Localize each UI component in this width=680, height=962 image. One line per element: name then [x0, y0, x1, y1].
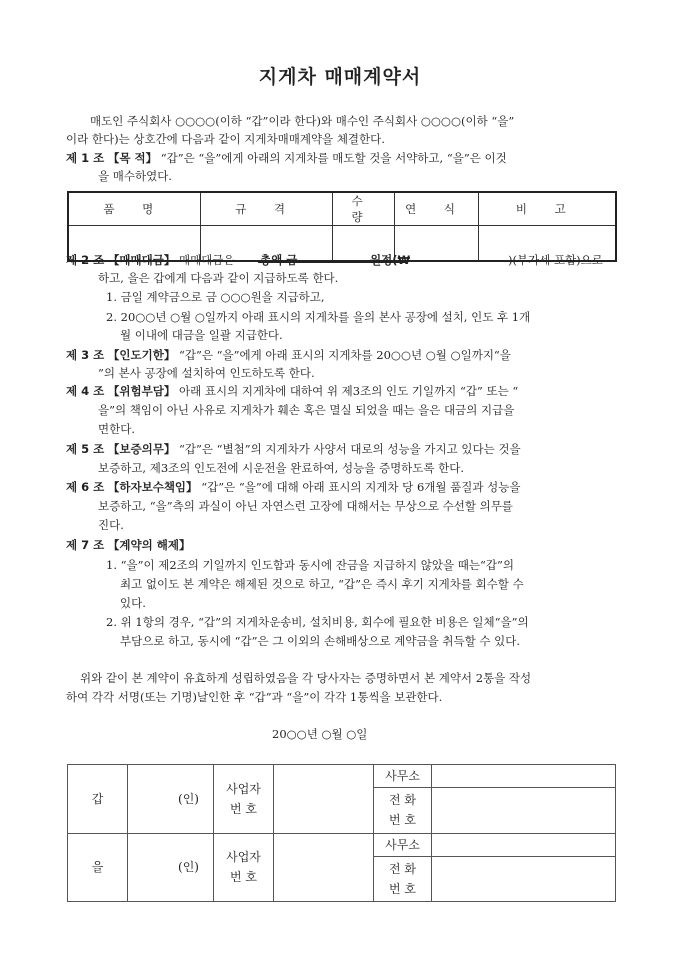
- article-1-number: 제 1 조: [66, 151, 105, 165]
- party-a-office-value[interactable]: [432, 765, 616, 788]
- article-2-item-2-line-1: 2. 20○○년 ○월 ○일까지 아래 표시의 지게차를 을의 본사 공장에 설치, 인도 후 1개: [106, 310, 531, 324]
- party-b-phone-label-1: 전 화: [389, 861, 416, 876]
- amount-underline[interactable]: [258, 262, 408, 263]
- signature-table: [67, 764, 616, 902]
- article-2-heading-prefix: [66, 252, 235, 268]
- party-a-seal[interactable]: (인): [128, 765, 214, 834]
- party-b-phone-label: [374, 856, 432, 902]
- article-4-line-2: 을”의 책임이 아닌 사유로 지게차가 훼손 혹은 멸실 되었을 때는 을은 대금의 지급을: [98, 403, 515, 417]
- article-5-text: “갑”은 “별첨”의 지게차가 사양서 대로의 성능을 가지고 있다는 것을: [178, 442, 521, 456]
- spec-table-header-row: [68, 192, 616, 226]
- intro-line-1: 매도인 주식회사 ○○○○(이하 “갑”이라 한다)와 매수인 주식회사 ○○○○(이하 “을”: [90, 114, 515, 128]
- article-7-item-2-line-1: 2. 위 1항의 경우, “갑”의 지게차운송비, 설치비용, 회수에 필요한 비용은 일체“을”의: [106, 615, 529, 629]
- article-3-number: 제 3 조: [66, 348, 105, 362]
- article-3-line-1: [66, 347, 511, 363]
- closing-line-2: 하여 각각 서명(또는 기명)날인한 후 “갑”과 “을”이 각각 1통씩을 보관한다.: [66, 690, 443, 704]
- article-7-item-1-line-1: 1. “을”이 제2조의 기일까지 인도함과 동시에 잔금을 지급하지 않았을 때는“갑”의: [106, 558, 514, 572]
- party-b-biz-no-value[interactable]: [274, 833, 374, 902]
- party-a-phone-label-1: 전 화: [389, 793, 416, 808]
- article-2-item-2-line-2: 월 이내에 대금을 일괄 지급한다.: [120, 328, 283, 342]
- article-6-heading: 【하자보수책임】: [107, 480, 198, 494]
- party-b-label: 을: [68, 833, 128, 902]
- spec-header-year: 연 식: [394, 192, 478, 226]
- party-b-phone-label-2: 번 호: [389, 881, 416, 896]
- contract-date: 20○○년 ○월 ○일: [272, 727, 368, 741]
- article-3-heading: 【인도기한】: [107, 348, 176, 362]
- article-5-line-2: 보증하고, 제3조의 인도전에 시운전을 완료하여, 성능을 증명하도록 한다.: [98, 461, 465, 475]
- spec-header-spec: 규 격: [200, 192, 332, 226]
- article-1-heading: 【목 적】: [107, 151, 158, 165]
- spec-header-quantity: 수 량: [332, 192, 394, 226]
- article-1-line-2: 을 매수하였다.: [98, 169, 172, 183]
- article-5-number: 제 5 조: [66, 442, 105, 456]
- article-6-text: “갑”은 “을”에 대해 아래 표시의 지게차 당 6개월 품질과 성능을: [201, 480, 521, 494]
- closing-line-1: 위와 같이 본 계약이 유효하게 성립하였음을 각 당사자는 증명하면서 본 계약서 2통을 작성: [80, 671, 532, 685]
- signature-row-a-1: [68, 765, 616, 788]
- article-6-line-2: 보증하고, “을”측의 과실이 아닌 자연스런 고장에 대해서는 무상으로 수선할 의무를: [98, 499, 513, 513]
- article-6-line-1: [66, 479, 520, 495]
- party-a-biz-no-value[interactable]: [274, 765, 374, 834]
- party-b-biz-no-label-1: 사업자: [226, 850, 261, 865]
- article-5-line-1: [66, 441, 521, 457]
- party-a-biz-no-label-1: 사업자: [226, 781, 261, 796]
- article-7-heading: 【계약의 해제】: [107, 538, 191, 552]
- article-4-line-3: 면한다.: [98, 422, 135, 436]
- party-b-phone-value[interactable]: [432, 856, 616, 902]
- article-7-item-2-line-2: 부담으로 하고, 동시에 “갑”은 그 이외의 손해배상으로 계약금을 취득할 수 있다.: [120, 634, 520, 648]
- spec-header-name: 품 명: [68, 192, 200, 226]
- party-a-phone-value[interactable]: [432, 788, 616, 834]
- spec-header-remarks: 비 고: [478, 192, 616, 226]
- party-a-biz-no-label-2: 번 호: [230, 801, 257, 816]
- total-amount-label: 총액 금: [260, 253, 298, 267]
- party-a-office-label: 사무소: [374, 765, 432, 788]
- article-6-line-3: 진다.: [98, 518, 124, 532]
- article-6-number: 제 6 조: [66, 480, 105, 494]
- article-3-text: “갑”은 “을”에게 아래 표시의 지게차를 20○○년 ○월 ○일까지“을: [178, 348, 511, 362]
- vat-included-text: )(부가세 포함)으로: [508, 253, 603, 267]
- document-title: 지게차 매매계약서: [258, 66, 422, 88]
- article-7-line-1: [66, 537, 190, 553]
- article-4-line-1: [66, 383, 518, 399]
- article-5-heading: 【보증의무】: [107, 442, 176, 456]
- party-a-label: 갑: [68, 765, 128, 834]
- article-1-line-1: [66, 150, 507, 166]
- article-2-text: 매매대금은: [178, 253, 235, 267]
- amount-unit-label: 원정(₩: [370, 253, 411, 267]
- article-3-line-2: ”의 본사 공장에 설치하여 인도하도록 한다.: [98, 366, 315, 380]
- article-2-item-1: 1. 금일 계약금으로 금 ○○○원을 지급하고,: [106, 290, 325, 304]
- article-2-heading: 【매매대금】: [107, 253, 176, 267]
- intro-line-2: 이라 한다)는 상호간에 다음과 같이 지게차매매계약을 체결한다.: [66, 132, 385, 146]
- article-2-number: 제 2 조: [66, 253, 105, 267]
- article-4-text: 아래 표시의 지게차에 대하여 위 제3조의 인도 기일까지 “갑” 또는 “: [178, 384, 519, 398]
- article-7-item-1-line-3: 있다.: [120, 596, 146, 610]
- party-a-phone-label-2: 번 호: [389, 813, 416, 828]
- article-4-heading: 【위험부담】: [107, 384, 176, 398]
- article-7-number: 제 7 조: [66, 538, 105, 552]
- party-b-office-value[interactable]: [432, 833, 616, 856]
- article-2-line-2: 하고, 을은 갑에게 다음과 같이 지급하도록 한다.: [98, 271, 339, 285]
- party-a-phone-label: [374, 788, 432, 834]
- article-1-text: “갑”은 “을”에게 아래의 지게차를 매도할 것을 서약하고, “을”은 이것: [160, 151, 507, 165]
- article-7-item-1-line-2: 최고 없이도 본 계약은 해제된 것으로 하고, “갑”은 즉시 후기 지게차를 회수할 수: [120, 577, 524, 591]
- article-4-number: 제 4 조: [66, 384, 105, 398]
- party-b-seal[interactable]: (인): [128, 833, 214, 902]
- signature-row-b-1: [68, 833, 616, 856]
- party-b-biz-no-label: [214, 833, 274, 902]
- party-a-biz-no-label: [214, 765, 274, 834]
- party-b-office-label: 사무소: [374, 833, 432, 856]
- party-b-biz-no-label-2: 번 호: [230, 870, 257, 885]
